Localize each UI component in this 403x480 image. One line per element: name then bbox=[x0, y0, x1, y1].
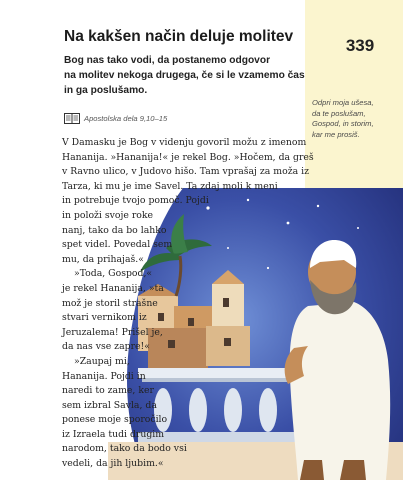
margin-note-line: Gospod, in storim, bbox=[312, 119, 374, 129]
story-line: V Damasku je Bog v videnju govoril možu z imenom bbox=[62, 137, 307, 148]
page-number: 339 bbox=[345, 36, 375, 55]
story-text bbox=[62, 136, 314, 472]
story-line: in potrebuje tvojo pomoč. Pojdi bbox=[62, 195, 209, 207]
story-line: ponese moje sporočilo bbox=[62, 414, 168, 426]
margin-note bbox=[312, 98, 400, 140]
story-line: narodom, tako da bodo vsi bbox=[62, 443, 187, 455]
story-line: Jeruzalema! Prišel je, bbox=[62, 326, 163, 338]
story-line: »Zaupaj mi, bbox=[74, 355, 130, 367]
story-line: mož je storil strašne bbox=[62, 297, 158, 309]
story-line: Tarza, ki mu je ime Savel. Ta zdaj moli k meni bbox=[62, 180, 278, 192]
margin-note-line: Odpri moja ušesa, bbox=[312, 98, 374, 107]
intro-line: in ga poslušamo. bbox=[64, 85, 148, 96]
story-line: in položi svoje roke bbox=[62, 209, 153, 221]
story-line: naredi to zame, ker bbox=[62, 385, 154, 397]
story-line: vedeli, da jih ljubim.« bbox=[62, 458, 164, 470]
story-line: spet videl. Povedal sem bbox=[62, 239, 173, 251]
intro-line: Bog nas tako vodi, da postanemo odgovor bbox=[64, 55, 271, 66]
story-line: nanj, tako da bo lahko bbox=[62, 224, 167, 236]
story-line: je rekel Hananija, »ta bbox=[62, 282, 164, 294]
intro-paragraph bbox=[64, 53, 304, 98]
page-title: Na kakšen način deluje molitev bbox=[64, 28, 294, 45]
story-line: stvari vernikom iz bbox=[62, 312, 147, 324]
story-line: mu, da prihajaš.« bbox=[62, 253, 144, 265]
story-line: sem izbral Savla, da bbox=[62, 399, 157, 411]
margin-note-line: kar me prosiš. bbox=[312, 129, 360, 139]
story-line: v Ravno ulico, v Judovo hišo. Tam vprašaj za moža iz bbox=[62, 166, 309, 178]
margin-note-line: da te poslušam, bbox=[312, 108, 366, 118]
intro-line: na molitev nekoga drugega, če si le vzamemo čas bbox=[64, 70, 305, 81]
open-book-icon bbox=[64, 113, 80, 124]
story-line: Hananija. »Hananija!« je rekel Bog. »Hočem, da greš bbox=[62, 151, 314, 163]
reference-text: Apostolska dela 9,10–15 bbox=[84, 114, 168, 123]
story-line: iz Izraela tudi drugim bbox=[62, 428, 165, 440]
story-line: Hananija. Pojdi in bbox=[62, 370, 146, 382]
story-line: »Toda, Gospod,« bbox=[74, 268, 153, 280]
story-line: da nas vse zapre!« bbox=[62, 341, 150, 353]
